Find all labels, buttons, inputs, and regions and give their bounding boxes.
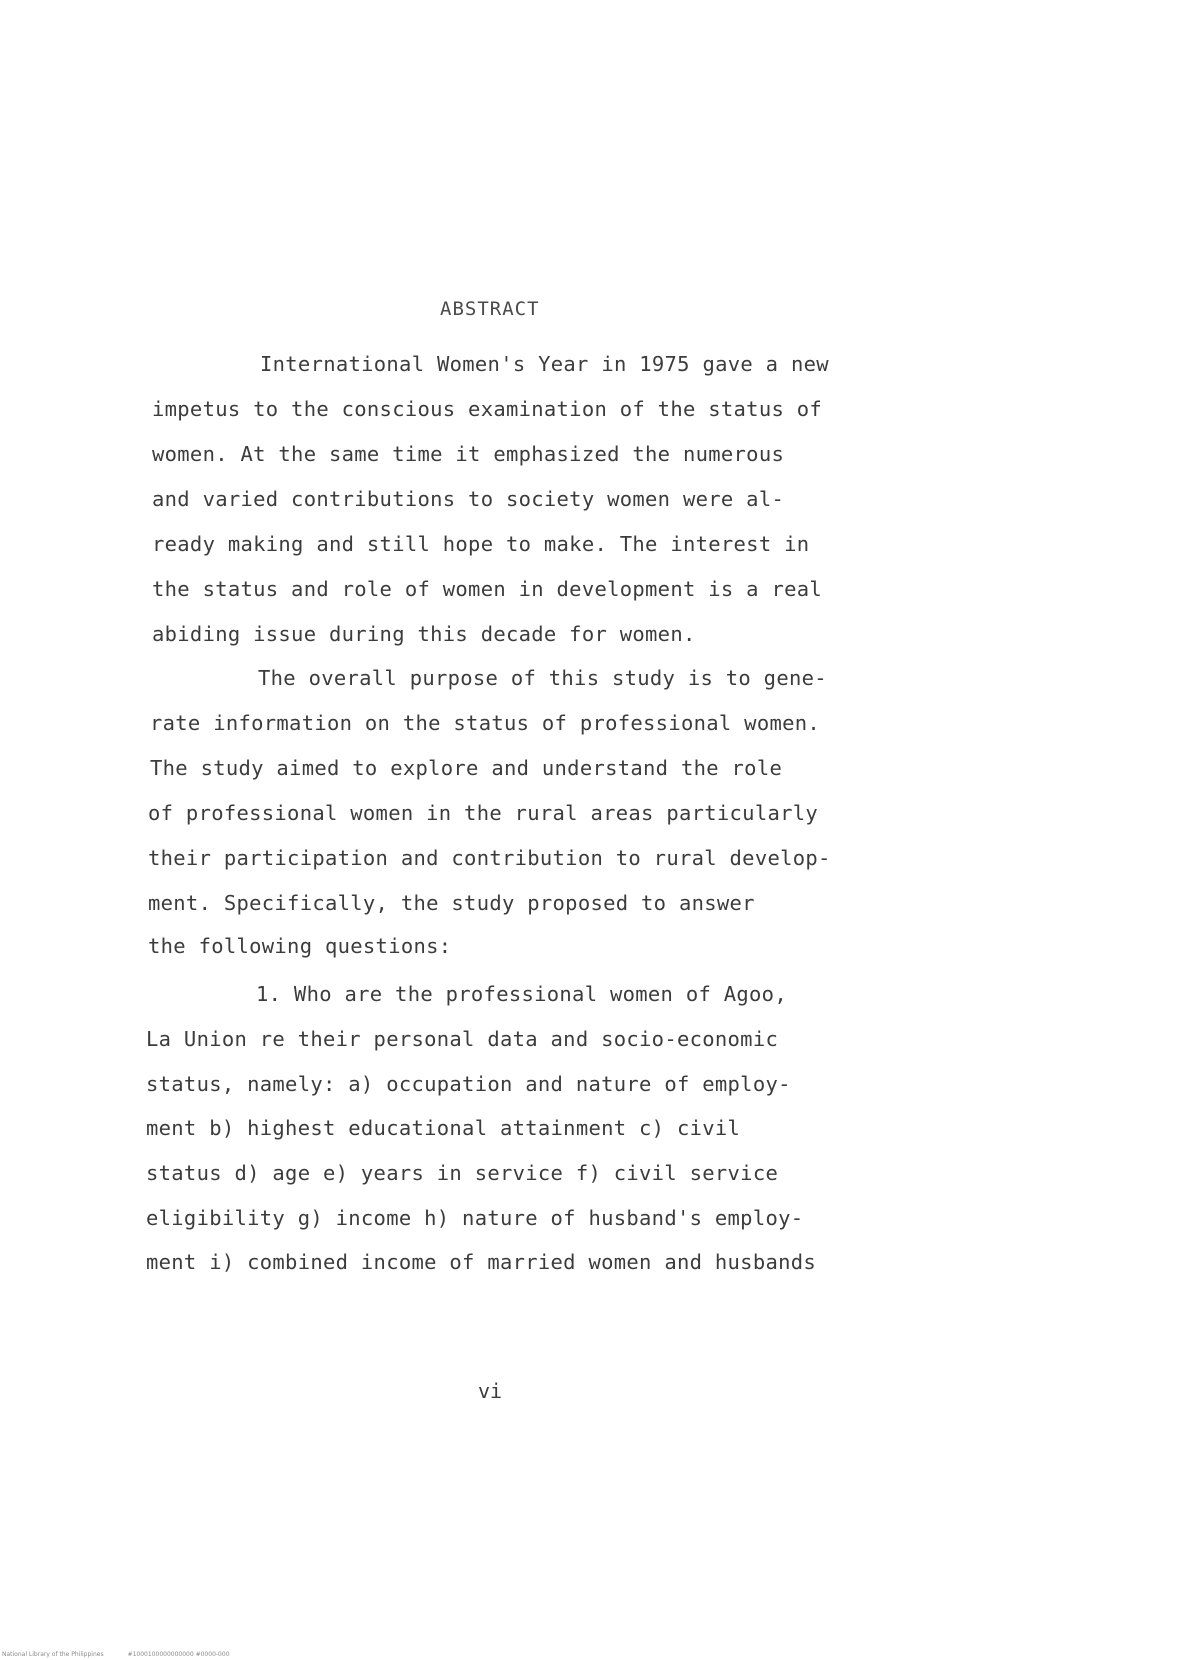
item-1-line-1: 1. Who are the professional women of Agoo, [256,982,787,1006]
paragraph-1-line-3: women. At the same time it emphasized the numerous [152,442,785,466]
paragraph-1-line-2: impetus to the conscious examination of the status of [152,397,823,421]
item-1-line-6: eligibility g) income h) nature of husband's employ- [146,1206,804,1230]
item-1-line-2: La Union re their personal data and socio-economic [146,1027,779,1051]
paragraph-1-line-4: and varied contributions to society women were al- [152,487,785,511]
item-1-line-4: ment b) highest educational attainment c) civil [146,1116,741,1140]
abstract-heading: ABSTRACT [440,298,540,320]
paragraph-2-line-2: rate information on the status of professional women. [150,711,821,735]
paragraph-2-line-1: The overall purpose of this study is to gene- [258,666,827,690]
footer-stamp [2,1651,254,1658]
paragraph-2-line-3: The study aimed to explore and understand the role [150,756,783,780]
paragraph-1-line-7: abiding issue during this decade for women. [152,622,696,646]
paragraph-2-line-4: of professional women in the rural areas particularly [148,801,819,825]
paragraph-2-line-5: their participation and contribution to rural develop- [148,846,831,870]
paragraph-1-line-6: the status and role of women in development is a real [152,577,823,601]
paragraph-1-line-5: ready making and still hope to make. The interest in [152,532,810,556]
paragraph-1-line-1: International Women's Year in 1975 gave a new [260,352,829,376]
paragraph-2-line-7: the following questions: [148,934,452,958]
page-number: vi [478,1379,503,1403]
footer-code: #1000100000000000 #0000-000 [127,1651,230,1658]
item-1-line-7: ment i) combined income of married women and husbands [146,1250,817,1274]
footer-library: National Library of the Philippines [2,1651,104,1658]
item-1-line-3: status, namely: a) occupation and nature of employ- [146,1072,791,1096]
paragraph-2-line-6: ment. Specifically, the study proposed to answer [148,891,755,915]
item-1-line-5: status d) age e) years in service f) civil service [146,1161,779,1185]
